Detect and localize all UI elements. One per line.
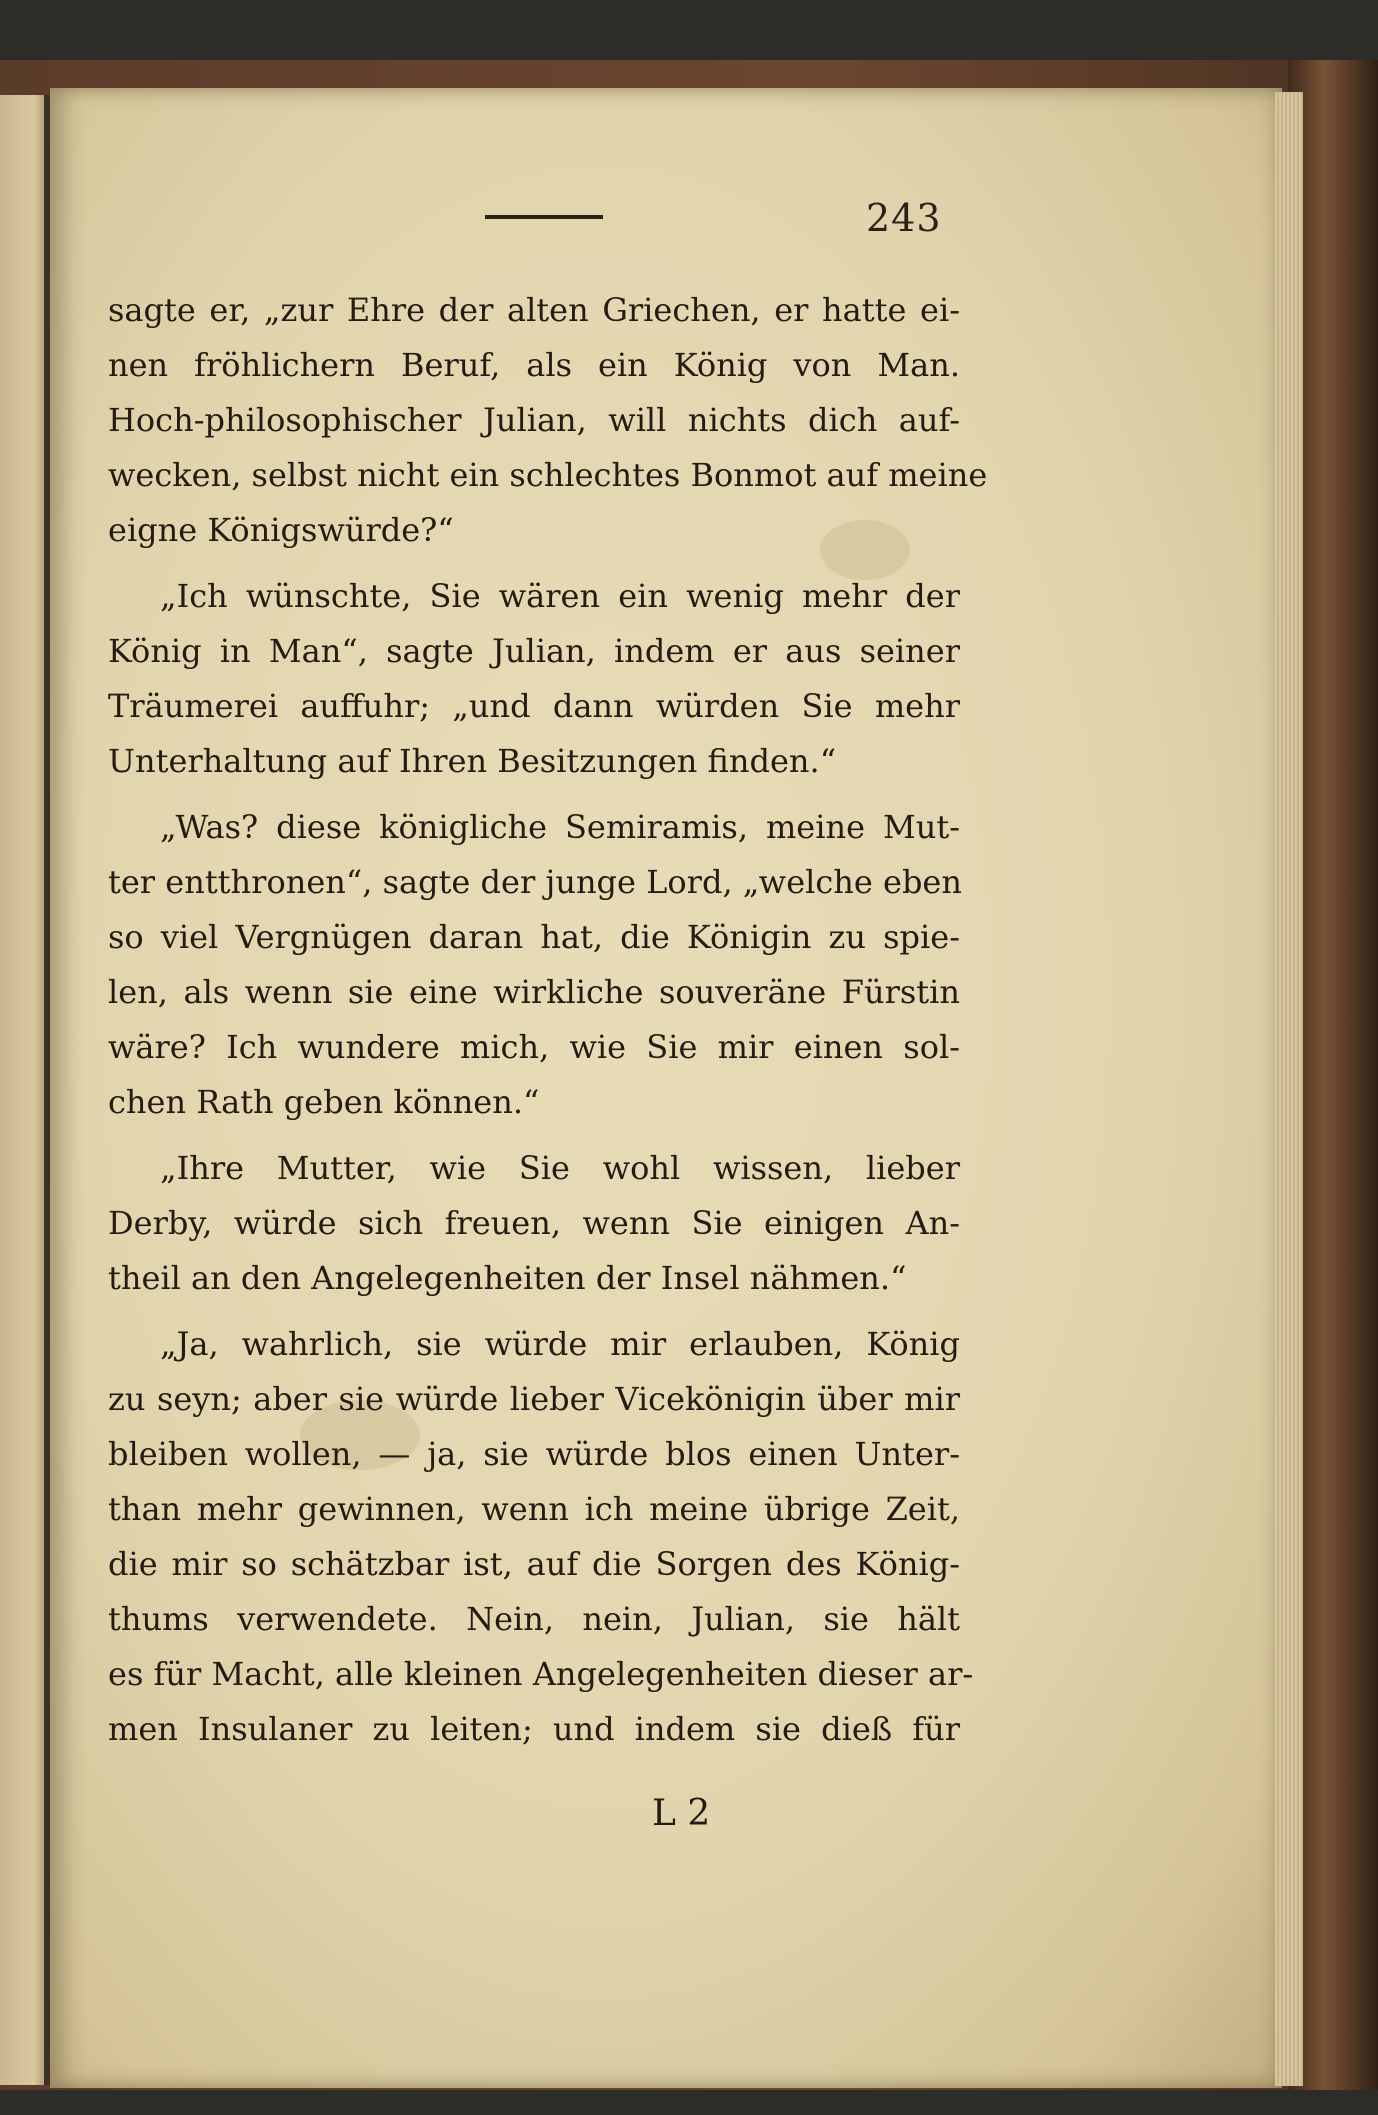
text-line: sagte er, „zur Ehre der alten Griechen, er hatte ei- [108, 291, 960, 329]
page-number: 243 [866, 196, 942, 240]
text-line: chen Rath geben können.“ [108, 1083, 540, 1121]
text-line: Hoch-philosophischer Julian, will nichts dich auf- [108, 401, 960, 439]
header-rule [485, 215, 603, 219]
text-line: len, als wenn sie eine wirkliche souveräne Fürstin [108, 973, 960, 1011]
text-line: die mir so schätzbar ist, auf die Sorgen des König- [108, 1545, 960, 1583]
text-line: thums verwendete. Nein, nein, Julian, sie hält [108, 1600, 960, 1638]
text-line: „Ihre Mutter, wie Sie wohl wissen, lieber [160, 1149, 960, 1187]
text-line: wecken, selbst nicht ein schlechtes Bonmot auf meine [108, 456, 988, 494]
page-stack-edge [1275, 92, 1303, 2086]
text-line: men Insulaner zu leiten; und indem sie dieß für [108, 1710, 960, 1748]
text-line: „Was? diese königliche Semiramis, meine Mut- [160, 808, 960, 846]
paper-stain [820, 520, 910, 580]
text-line: ter entthronen“, sagte der junge Lord, „welche eben [108, 863, 962, 901]
text-line: Derby, würde sich freuen, wenn Sie einigen An- [108, 1204, 960, 1242]
text-line: eigne Königswürde?“ [108, 511, 454, 549]
text-line: zu seyn; aber sie würde lieber Vicekönigin über mir [108, 1380, 960, 1418]
text-line: nen fröhlichern Beruf, als ein König von Man. [108, 346, 960, 384]
text-line: bleiben wollen, — ja, sie würde blos einen Unter- [108, 1435, 960, 1473]
printer-signature: L 2 [652, 1793, 711, 1834]
text-line: so viel Vergnügen daran hat, die Königin zu spie- [108, 918, 960, 956]
text-line: „Ja, wahrlich, sie würde mir erlauben, König [160, 1325, 960, 1363]
left-page-edge [0, 95, 48, 2085]
text-line: theil an den Angelegenheiten der Insel nähmen.“ [108, 1259, 907, 1297]
text-line: es für Macht, alle kleinen Angelegenheiten dieser ar- [108, 1655, 974, 1693]
text-line: than mehr gewinnen, wenn ich meine übrige Zeit, [108, 1490, 960, 1528]
text-line: König in Man“, sagte Julian, indem er aus seiner [108, 632, 960, 670]
text-line: wäre? Ich wundere mich, wie Sie mir einen sol- [108, 1028, 960, 1066]
text-line: Träumerei auffuhr; „und dann würden Sie mehr [108, 687, 960, 725]
text-line: Unterhaltung auf Ihren Besitzungen finden.“ [108, 742, 837, 780]
text-line: „Ich wünschte, Sie wären ein wenig mehr der [160, 577, 960, 615]
